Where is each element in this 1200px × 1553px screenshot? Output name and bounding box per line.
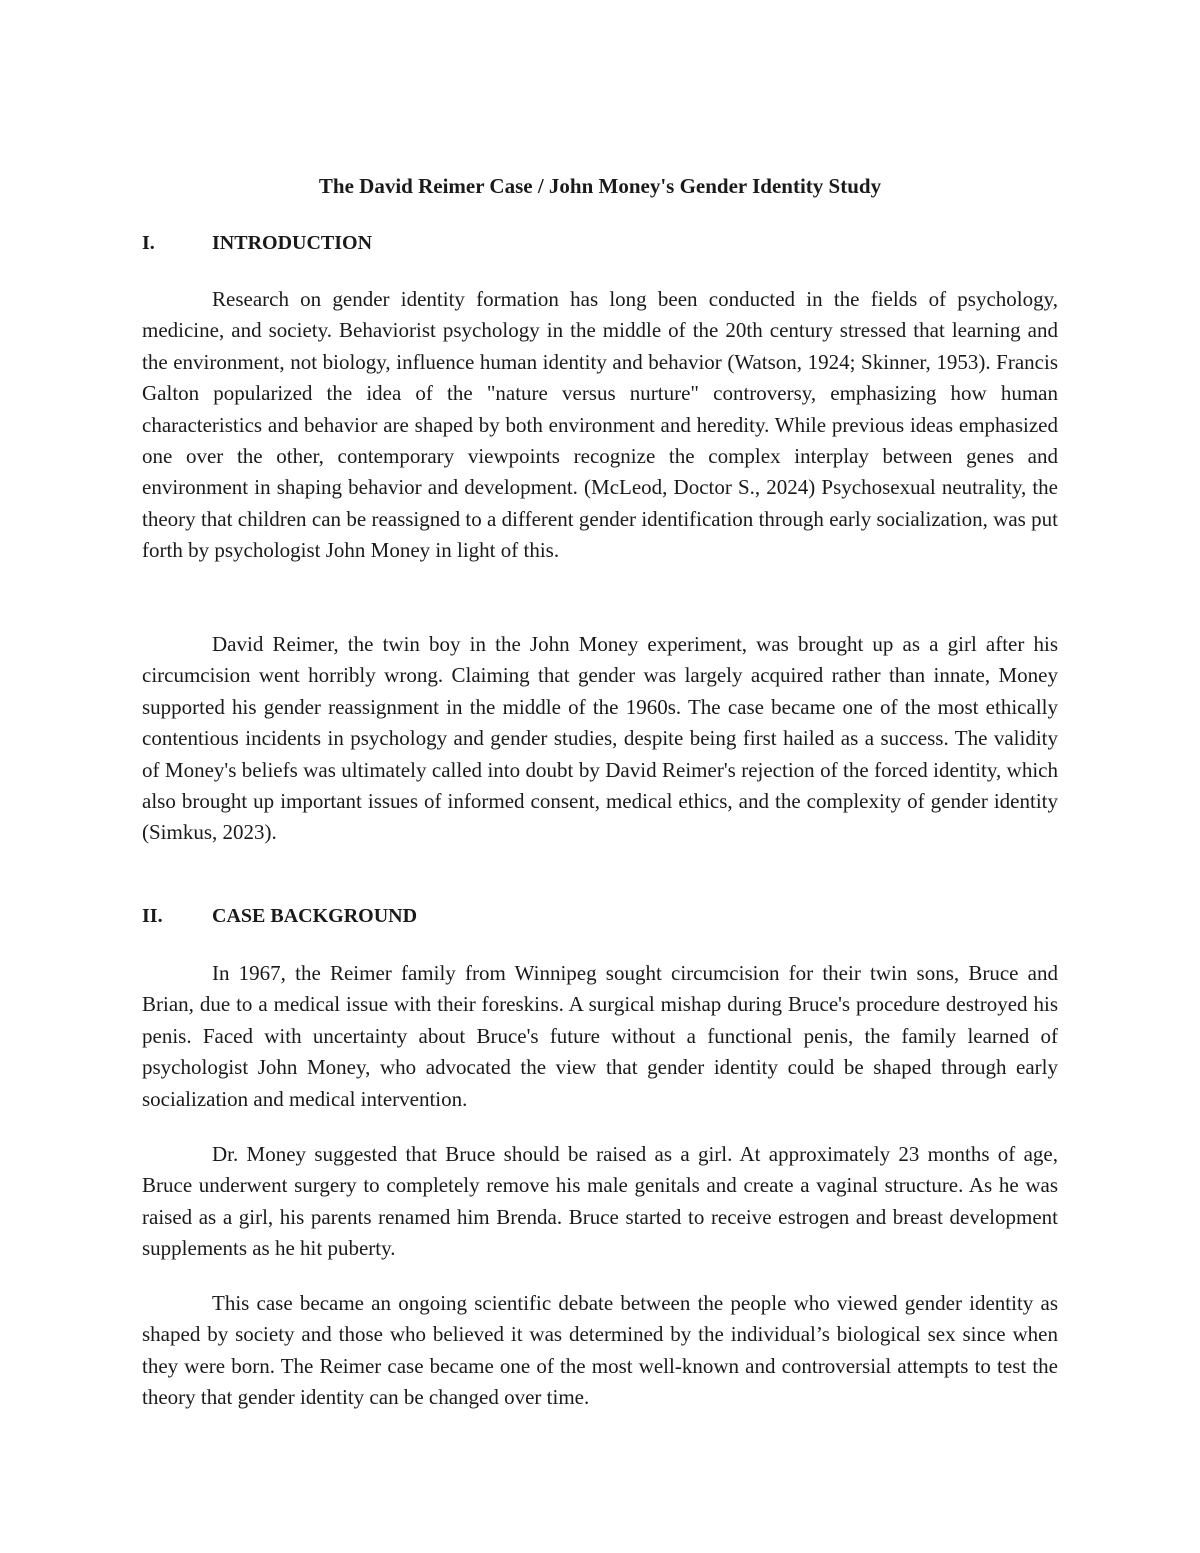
section-number: II.	[142, 905, 163, 927]
paragraph: In 1967, the Reimer family from Winnipeg sought circumcision for their twin sons, Bruce and Brian, due to a medical issue with their foreskins. A surgical mishap during Bruce's procedure destroyed his penis. Faced with uncertainty about Bruce's future without a functional penis, the family learned of psychologist John Money, who advocated the view that gender identity could be shaped through early socialization and medical intervention.	[142, 961, 1058, 1111]
section-heading-introduction	[142, 229, 1058, 257]
paragraph: David Reimer, the twin boy in the John Money experiment, was brought up as a girl after his circumcision went horribly wrong. Claiming that gender was largely acquired rather than innate, Money supported his gender reassignment in the middle of the 1960s. The case became one of the most ethically contentious incidents in psychology and gender studies, despite being first hailed as a success. The validity of Money's beliefs was ultimately called into doubt by David Reimer's rejection of the forced identity, which also brought up important issues of informed consent, medical ethics, and the complexity of gender identity (Simkus, 2023).	[142, 632, 1058, 845]
paragraph: Research on gender identity formation has long been conducted in the fields of psychology, medicine, and society. Behaviorist psychology in the middle of the 20th century stressed that learning and the environment, not biology, influence human identity and behavior (Watson, 1924; Skinner, 1953). Francis Galton popularized the idea of the "nature versus nurture" controversy, emphasizing how human characteristics and behavior are shaped by both environment and heredity. While previous ideas emphasized one over the other, contemporary viewpoints recognize the complex interplay between genes and environment in shaping behavior and development. (McLeod, Doctor S., 2024) Psychosexual neutrality, the theory that children can be reassigned to a different gender identification through early socialization, was put forth by psychologist John Money in light of this.	[142, 287, 1058, 563]
document-title: The David Reimer Case / John Money's Gender Identity Study	[318, 174, 882, 198]
section-number: I.	[142, 232, 155, 254]
section-heading-case-background	[142, 902, 1058, 930]
paragraph: This case became an ongoing scientific debate between the people who viewed gender identity as shaped by society and those who believed it was determined by the individual’s biological sex since when they were born. The Reimer case became one of the most well-known and controversial attempts to test the theory that gender identity can be changed over time.	[142, 1291, 1058, 1410]
section-title: CASE BACKGROUND	[212, 905, 418, 927]
section-title: INTRODUCTION	[212, 232, 373, 254]
paragraph: Dr. Money suggested that Bruce should be raised as a girl. At approximately 23 months of age, Bruce underwent surgery to completely remove his male genitals and create a vaginal structure. As he was raised as a girl, his parents renamed him Brenda. Bruce started to receive estrogen and breast development supplements as he hit puberty.	[142, 1142, 1058, 1261]
